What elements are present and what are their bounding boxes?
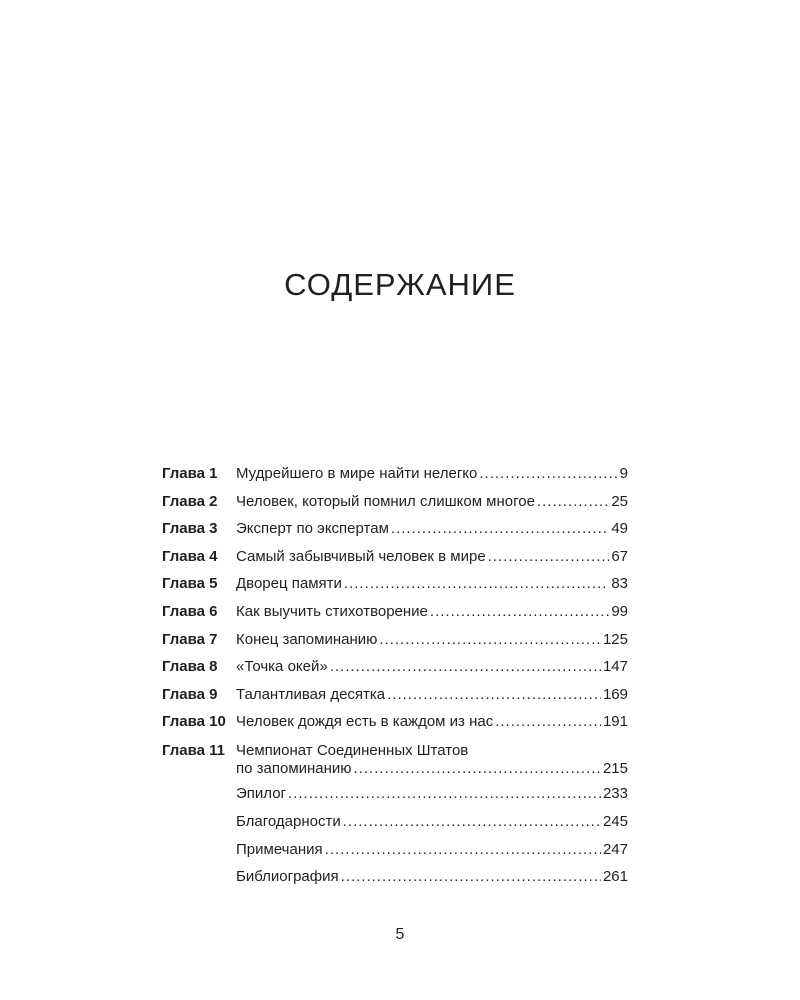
chapter-label: Глава 10: [162, 713, 226, 731]
toc-entry-chapter-3: [162, 520, 628, 548]
toc-entry-chapter-2: [162, 493, 628, 521]
chapter-title: Человек дождя есть в каждом из нас: [236, 713, 494, 731]
dot-leader: [325, 841, 601, 858]
dot-leader: [341, 868, 601, 885]
chapter-label: Глава 3: [162, 520, 218, 538]
dot-leader: [430, 603, 609, 620]
chapter-label: Глава 5: [162, 575, 218, 593]
back-matter-title: Примечания: [236, 840, 323, 858]
dot-leader: [288, 785, 601, 802]
chapter-title-line-2: по запоминанию: [236, 759, 352, 777]
back-matter-page: 247: [602, 840, 628, 858]
chapter-page: 67: [611, 547, 628, 565]
chapter-label: Глава 9: [162, 685, 218, 703]
chapter-title: Конец запоминанию: [236, 630, 378, 648]
chapter-label: Глава 1: [162, 465, 218, 482]
toc-entry-chapter-4: [162, 548, 628, 576]
dot-leader: [495, 713, 601, 730]
dot-leader: [391, 520, 609, 537]
dot-leader: [354, 760, 601, 777]
chapter-title: Талантливая десятка: [236, 685, 386, 703]
dot-leader: [387, 686, 601, 703]
toc-entry-acknowledgements: [162, 813, 628, 841]
chapter-title: «Точка окей»: [236, 658, 328, 676]
toc-entry-chapter-7: [162, 631, 628, 659]
dot-leader: [488, 548, 610, 565]
back-matter-title: Библиография: [236, 868, 339, 886]
toc-entry-notes: [162, 841, 628, 869]
back-matter-page: 245: [602, 813, 628, 831]
chapter-label: Глава 7: [162, 630, 218, 648]
chapter-label: Глава 4: [162, 547, 218, 565]
chapter-page: 83: [611, 575, 628, 593]
chapter-label: Глава 11: [162, 741, 226, 759]
chapter-title: Человек, который помнил слишком многое: [236, 492, 535, 510]
toc-entry-chapter-10: [162, 713, 628, 741]
page-number: 5: [395, 926, 405, 943]
chapter-page: 99: [611, 602, 628, 620]
page-title: СОДЕРЖАНИЕ: [284, 267, 516, 302]
chapter-page: 9: [619, 465, 628, 482]
dot-leader: [330, 658, 601, 675]
dot-leader: [343, 813, 601, 830]
chapter-page: 125: [602, 630, 628, 648]
chapter-page: 169: [602, 685, 628, 703]
dot-leader: [537, 493, 609, 510]
toc-entry-chapter-5: [162, 575, 628, 603]
dot-leader: [479, 465, 617, 482]
back-matter-title: Эпилог: [236, 785, 287, 803]
chapter-title: Самый забывчивый человек в мире: [236, 547, 486, 565]
toc-entry-chapter-6: [162, 603, 628, 631]
chapter-title: Мудрейшего в мире найти нелегко: [236, 465, 478, 482]
chapter-title: Дворец памяти: [236, 575, 342, 593]
toc-entry-chapter-11: [162, 741, 628, 777]
chapter-title-line-1: Чемпионат Соединенных Штатов: [236, 741, 469, 759]
toc-entry-chapter-8: [162, 658, 628, 686]
dot-leader: [379, 631, 601, 648]
chapter-title: Эксперт по экспертам: [236, 520, 389, 538]
toc-entry-chapter-1: [162, 465, 628, 493]
chapter-label: Глава 6: [162, 602, 218, 620]
chapter-page: 147: [602, 658, 628, 676]
chapter-page: 191: [602, 713, 628, 731]
chapter-page: 49: [611, 520, 628, 538]
chapter-page: 215: [602, 759, 628, 777]
dot-leader: [344, 575, 609, 592]
back-matter-title: Благодарности: [236, 813, 341, 831]
chapter-label: Глава 2: [162, 492, 218, 510]
chapter-label: Глава 8: [162, 658, 218, 676]
toc-entry-epilogue: [162, 785, 628, 813]
chapter-page: 25: [611, 492, 628, 510]
toc-entry-bibliography: [162, 868, 628, 896]
back-matter-page: 233: [602, 785, 628, 803]
back-matter-page: 261: [602, 868, 628, 886]
chapter-title: Как выучить стихотворение: [236, 602, 428, 620]
toc-entry-chapter-9: [162, 686, 628, 714]
table-of-contents: [162, 465, 628, 896]
